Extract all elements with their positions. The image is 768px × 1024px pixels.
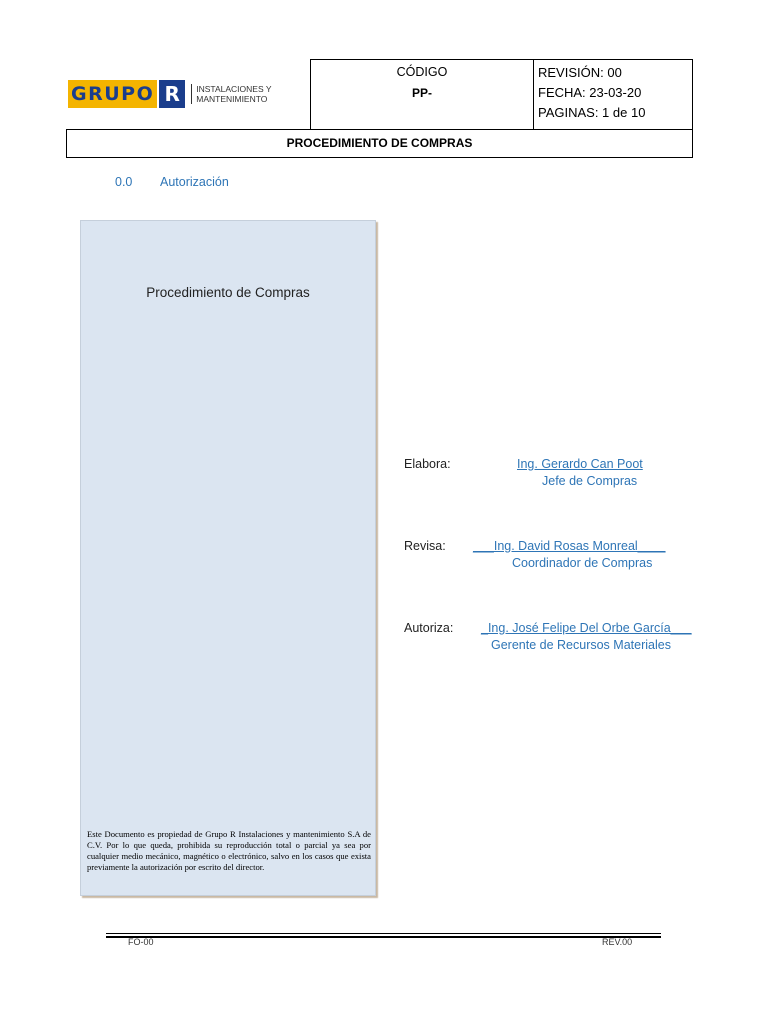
logo-subtitle bbox=[191, 84, 271, 104]
signature-role-elabora: Jefe de Compras bbox=[542, 474, 638, 488]
logo-subtitle-line-2: MANTENIMIENTO bbox=[196, 94, 268, 104]
copyright-notice: Este Documento es propiedad de Grupo R Instalaciones y mantenimiento S.A de C.V. Por lo que queda, prohibida su reproducción total o parcial ya sea por cualquier medio mecánico, magnético o electrónico, salvo en los casos que exista previamente la autorización por escrito del director. bbox=[87, 829, 371, 872]
footer-revision: REV.00 bbox=[602, 937, 633, 947]
signature-role-autoriza: Gerente de Recursos Materiales bbox=[491, 638, 671, 652]
footer-rule-thin bbox=[106, 933, 661, 934]
section-number: 0.0 bbox=[115, 175, 133, 189]
code-cell bbox=[310, 59, 534, 129]
signature-name-revisa[interactable]: ___Ing. David Rosas Monreal____ bbox=[473, 539, 666, 553]
revision-cell bbox=[534, 59, 693, 129]
cover-panel bbox=[80, 220, 376, 896]
logo-letter: R bbox=[159, 80, 185, 108]
section-heading bbox=[115, 175, 229, 189]
footer-rule-thick bbox=[106, 936, 661, 938]
code-value: PP- bbox=[411, 86, 432, 100]
signature-label-revisa: Revisa: bbox=[404, 539, 446, 553]
pages-text: PAGINAS: 1 de 10 bbox=[538, 105, 646, 120]
signature-label-elabora: Elabora: bbox=[404, 457, 451, 471]
signature-name-autoriza[interactable]: _Ing. José Felipe Del Orbe García___ bbox=[481, 621, 692, 635]
document-title: PROCEDIMIENTO DE COMPRAS bbox=[66, 129, 693, 158]
footer-form-code: FO-00 bbox=[128, 937, 154, 947]
signature-role-revisa: Coordinador de Compras bbox=[512, 556, 653, 570]
code-label: CÓDIGO bbox=[396, 65, 448, 79]
revision-text: REVISIÓN: 00 bbox=[538, 65, 622, 80]
signature-name-elabora[interactable]: Ing. Gerardo Can Poot bbox=[517, 457, 643, 471]
company-logo bbox=[68, 80, 272, 108]
logo-word: GRUPO bbox=[68, 80, 157, 108]
date-text: FECHA: 23-03-20 bbox=[538, 85, 642, 100]
logo-cell bbox=[66, 59, 310, 129]
section-title: Autorización bbox=[160, 175, 229, 189]
signature-label-autoriza: Autoriza: bbox=[404, 621, 454, 635]
logo-subtitle-line-1: INSTALACIONES Y bbox=[196, 84, 272, 94]
document-header bbox=[66, 59, 693, 129]
panel-title: Procedimiento de Compras bbox=[146, 285, 310, 300]
